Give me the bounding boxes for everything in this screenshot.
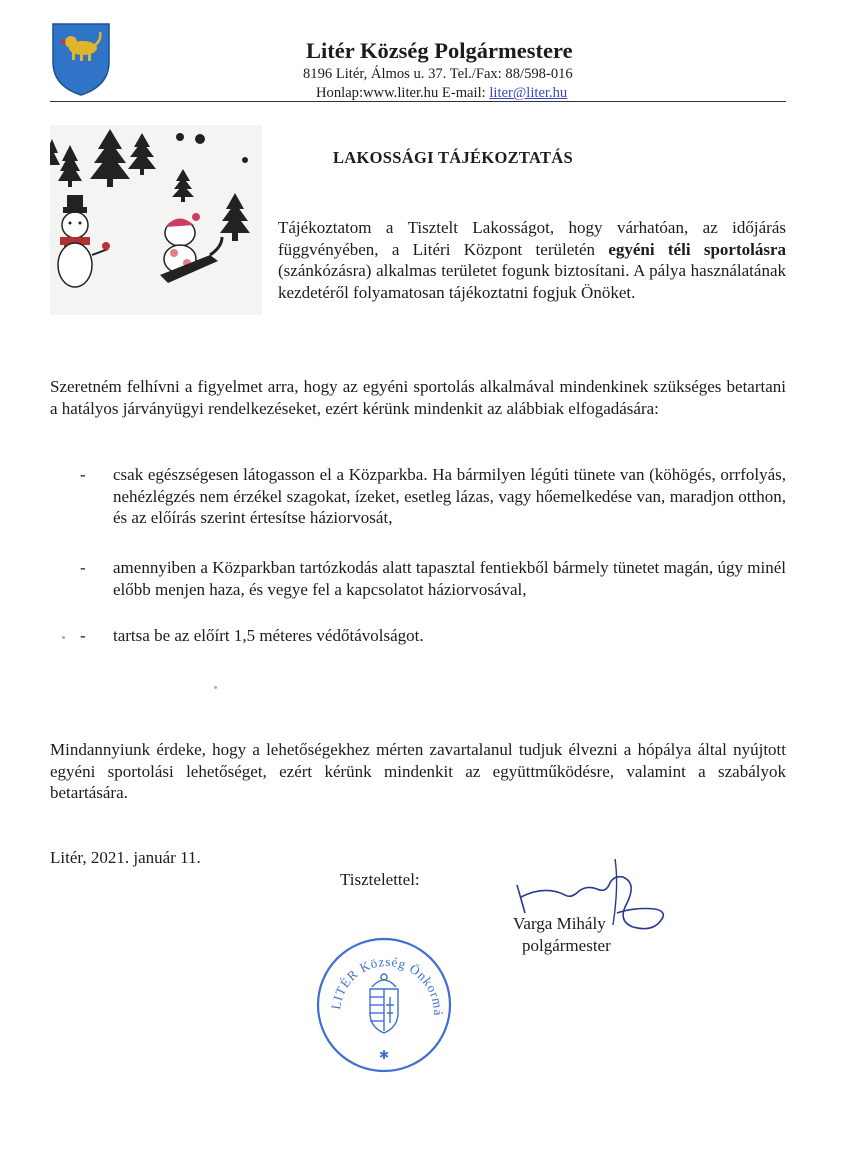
header-divider — [50, 101, 786, 102]
scan-speck — [62, 636, 65, 639]
bullet-text: amennyiben a Közparkban tartózkodás alatt tapasztal fentiekből bármely tünetet magán, úgy minél előbb menjen haza, és vegye fel a kapcsolatot háziorvosával, — [113, 558, 786, 599]
intro-bold-text: egyéni téli sportolásra — [608, 239, 786, 259]
intro-text-2: (szánkózásra) alkalmas területet fogunk biztosítani. A pálya használatának kezdetéről folyamatosan tájékoztatni fogjuk Önöket. — [278, 261, 786, 302]
municipal-crest — [50, 18, 112, 98]
tree-icon — [58, 145, 82, 187]
notice-paragraph: Szeretném felhívni a figyelmet arra, hogy az egyéni sportolás alkalmával mindenkinek szükséges betartani a hatályos járványügyi rendelkezéseket, ezért kérünk mindenkit az alábbiak elfogadására: — [50, 377, 786, 418]
header-web-line — [316, 85, 567, 102]
bullet-text: tartsa be az előírt 1,5 méteres védőtávolságot. — [113, 626, 424, 645]
sled-icon — [160, 213, 222, 283]
tree-icon — [172, 169, 194, 202]
snowman-icon — [58, 195, 110, 287]
header-title: Litér Község Polgármestere — [306, 38, 573, 63]
header-web-prefix: Honlap:www.liter.hu E-mail: — [316, 85, 490, 101]
signatory-role: polgármester — [522, 936, 611, 955]
regards-text: Tisztelettel: — [340, 870, 420, 889]
winter-illustration — [50, 125, 262, 315]
list-item — [80, 557, 786, 600]
svg-text:✱: ✱ — [378, 1048, 390, 1062]
tree-icon — [90, 129, 130, 187]
list-item — [80, 464, 786, 529]
bullet-dash: - — [80, 626, 86, 645]
intro-text-1: Tájékoztatom a Tisztelt Lakosságot, hogy várhatóan, az időjárás függvényében, a Litéri Központ területén — [278, 218, 786, 259]
bullet-dash: - — [80, 558, 86, 577]
bullet-text: csak egészségesen látogasson el a Közparkba. Ha bármilyen légúti tünete van (köhögés, orrfolyás, nehézlégzés nem érzékel szagokat, ízeket, esetleg lázas, vagy hőemelkedése van, maradjon otthon, és az előírás szerint értesítse háziorvosát, — [113, 465, 786, 527]
document-date: Litér, 2021. január 11. — [50, 848, 201, 867]
list-item — [80, 625, 786, 647]
email-link[interactable]: liter@liter.hu — [489, 85, 568, 101]
header-address: 8196 Litér, Álmos u. 37. Tel./Fax: 88/598-016 — [303, 66, 573, 82]
tree-icon — [128, 133, 156, 175]
tree-icon — [50, 139, 60, 165]
signatory-name: Varga Mihály — [513, 914, 606, 933]
intro-paragraph — [278, 217, 786, 303]
official-stamp — [314, 935, 454, 1075]
stamp-text: LITÉR Község Önkormá — [328, 953, 447, 1017]
closing-paragraph: Mindannyiunk érdeke, hogy a lehetőségekhez mérten zavartalanul tudjuk élvezni a hópálya által nyújtott egyéni sportolási lehetőséget, ezért kérünk mindenkit az együttműködésre, valamint a szabályok betartására. — [50, 740, 786, 802]
tree-icon — [220, 193, 250, 241]
document-title: LAKOSSÁGI TÁJÉKOZTATÁS — [333, 148, 573, 167]
bullet-dash: - — [80, 465, 86, 484]
svg-text:LITÉR Község Önkormányzata — [314, 935, 446, 1016]
scan-speck — [214, 686, 217, 689]
